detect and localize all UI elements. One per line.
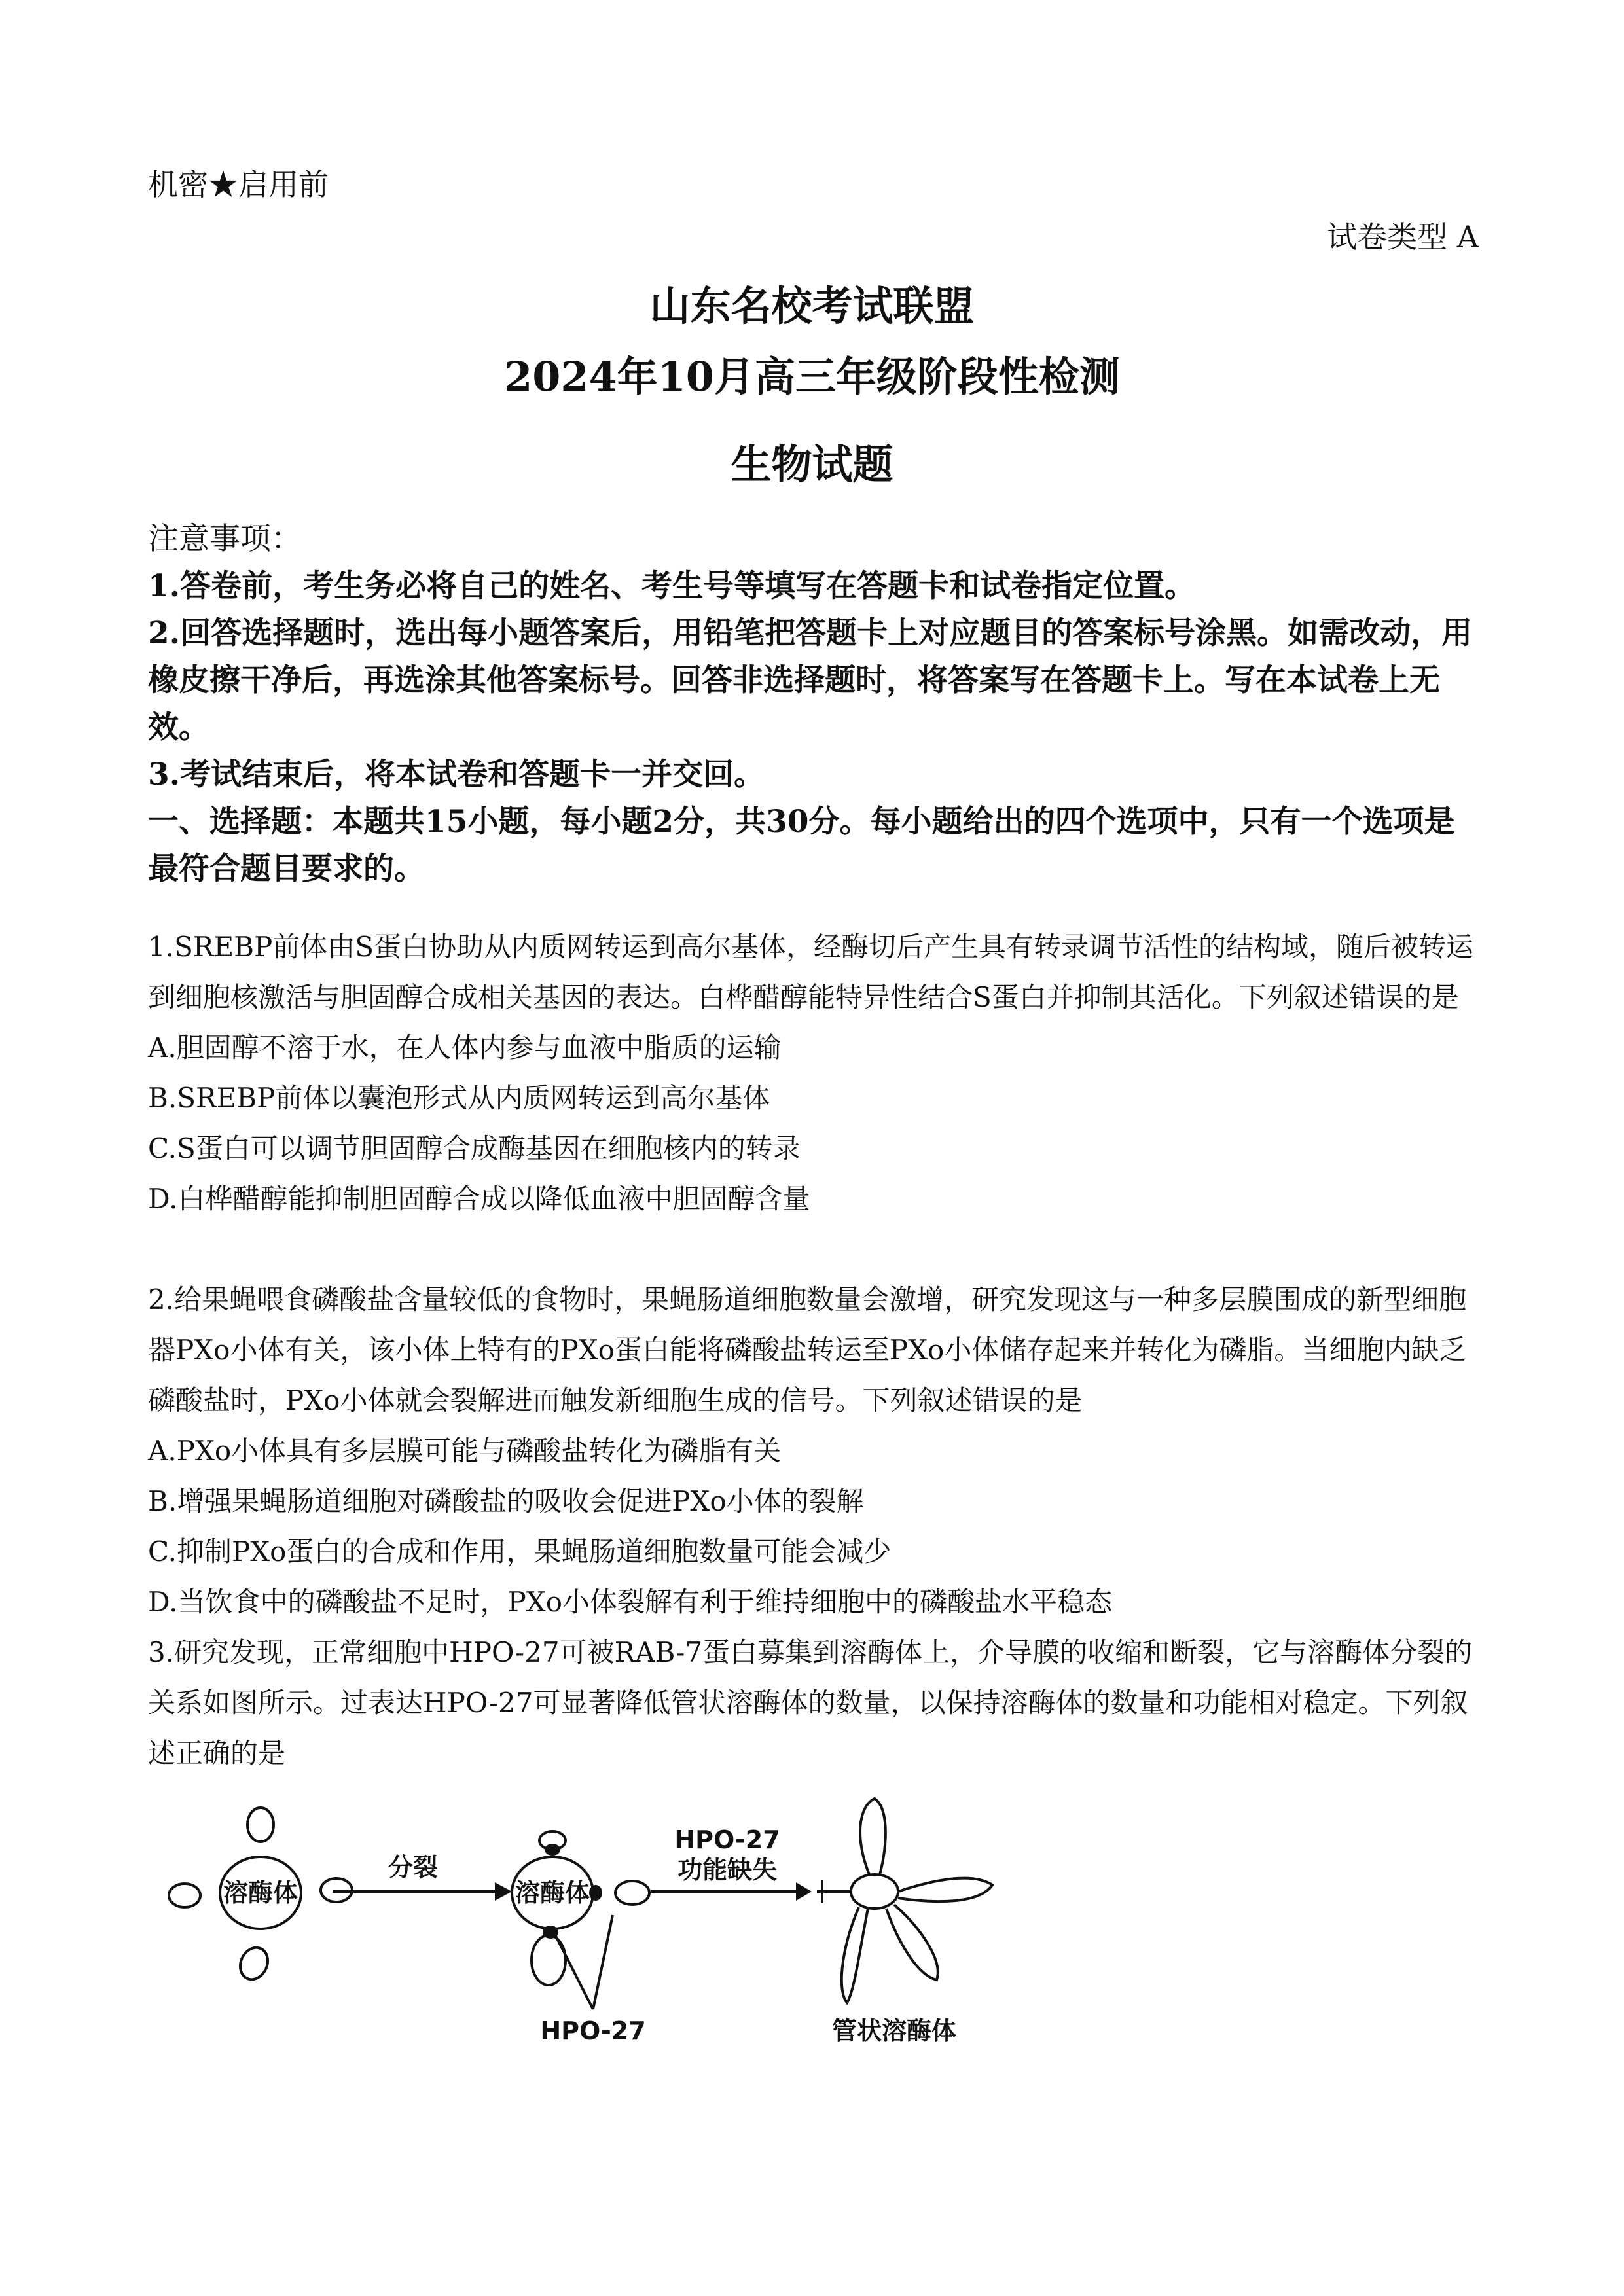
tubular-lysosome-core [851, 1874, 898, 1909]
tubule-up [860, 1799, 886, 1874]
tubule-left-stub [817, 1880, 851, 1903]
tubule-down-right [886, 1905, 938, 1980]
question-3 [148, 1627, 1483, 1778]
lysosome-center-label: 溶酶体 [514, 1878, 590, 1907]
hpo-pointer-line-2 [593, 1915, 613, 2009]
question-stem: 3.研究发现，正常细胞中HPO-27可被RAB-7蛋白募集到溶酶体上，介导膜的收缩和断裂，它与溶酶体分裂的关系如图所示。过表达HPO-27可显著降低管状溶酶体的数量，以保持溶酶体的数量和功能相对稳定。下列叙述正确的是 [148, 1636, 1473, 1769]
hpo-label: HPO-27 [540, 2017, 646, 2045]
question-stem: 2.给果蝇喂食磷酸盐含量较低的食物时，果蝇肠道细胞数量会激增，研究发现这与一种多层膜围成的新型细胞器PXo小体有关，该小体上特有的PXo蛋白能将磷酸盐转运至PXo小体储存起来并转化为磷脂。当细胞内缺乏磷酸盐时，PXo小体就会裂解进而触发新细胞生成的信号。下列叙述错误的是 [148, 1283, 1467, 1416]
option-a: A.胆固醇不溶于水，在人体内参与血液中脂质的运输 [148, 1031, 782, 1064]
option-a: A.PXo小体具有多层膜可能与磷酸盐转化为磷脂有关 [148, 1435, 782, 1467]
arrow-hpo-label: HPO-27 [674, 1825, 780, 1854]
hpo-pointer-line-1 [552, 1929, 593, 2009]
arrow-division-label: 分裂 [388, 1853, 439, 1882]
vesicle-bottom [235, 1943, 272, 1984]
hpo-dot-top [545, 1844, 560, 1856]
tubule-down [842, 1907, 868, 2003]
confidential-mark: 机密★启用前 [148, 167, 329, 202]
option-d: D.白桦醋醇能抑制胆固醇合成以降低血液中胆固醇含量 [148, 1183, 810, 1215]
lysosome-left-label: 溶酶体 [223, 1878, 298, 1907]
note-item-3: 3.考试结束后，将本试卷和答题卡一并交回。 [148, 757, 765, 793]
note-item-1: 1.答卷前，考生务必将自己的姓名、考生号等填写在答题卡和试卷指定位置。 [148, 568, 1196, 604]
vesicle-top [247, 1808, 274, 1842]
arrowhead-right [796, 1882, 812, 1901]
lysosome-division-figure [148, 1793, 1045, 2081]
exam-date-title: 2024年10月高三年级阶段性检测 [504, 353, 1120, 401]
hpo-dot-bottom [543, 1926, 558, 1939]
notes-heading: 注意事项： [148, 521, 302, 557]
vesicle-left [169, 1884, 200, 1907]
option-b: B.SREBP前体以囊泡形式从内质网转运到高尔基体 [148, 1082, 770, 1114]
option-d: D.当饮食中的磷酸盐不足时，PXo小体裂解有利于维持细胞中的磷酸盐水平稳态 [148, 1586, 1112, 1618]
question-stem: 1.SREBP前体由S蛋白协助从内质网转运到高尔基体，经酶切后产生具有转录调节活性的结构域，随后被转运到细胞核激活与胆固醇合成相关基因的表达。白桦醋醇能特异性结合S蛋白并抑制其活化。下列叙述错误的是 [148, 931, 1474, 1013]
arrow-loss-label: 功能缺失 [677, 1856, 778, 1884]
arrowhead-left [495, 1882, 512, 1901]
exam-union-title: 山东名校考试联盟 [649, 282, 975, 330]
question-1 [148, 922, 1483, 1224]
option-c: C.抑制PXo蛋白的合成和作用，果蝇肠道细胞数量可能会减少 [148, 1535, 892, 1568]
figure-svg [148, 1793, 1045, 2081]
subject-title: 生物试题 [731, 440, 893, 488]
hpo-dot-right [589, 1885, 602, 1901]
paper-type-label: 试卷类型 A [1327, 219, 1479, 255]
section-heading: 一、选择题：本题共15小题，每小题2分，共30分。每小题给出的四个选项中，只有一个选项是最符合题目要求的。 [148, 804, 1455, 887]
question-2 [148, 1274, 1483, 1627]
note-item-2: 2.回答选择题时，选出每小题答案后，用铅笔把答题卡上对应题目的答案标号涂黑。如需改动，用橡皮擦干净后，再选涂其他答案标号。回答非选择题时，将答案写在答题卡上。写在本试卷上无效。 [148, 615, 1473, 745]
option-c: C.S蛋白可以调节胆固醇合成酶基因在细胞核内的转录 [148, 1132, 801, 1164]
tubular-lysosome-label: 管状溶酶体 [831, 2017, 957, 2045]
option-b: B.增强果蝇肠道细胞对磷酸盐的吸收会促进PXo小体的裂解 [148, 1485, 864, 1517]
budding-vesicle-right [615, 1881, 649, 1905]
notes-section [148, 516, 1478, 893]
tubule-right [898, 1878, 992, 1901]
